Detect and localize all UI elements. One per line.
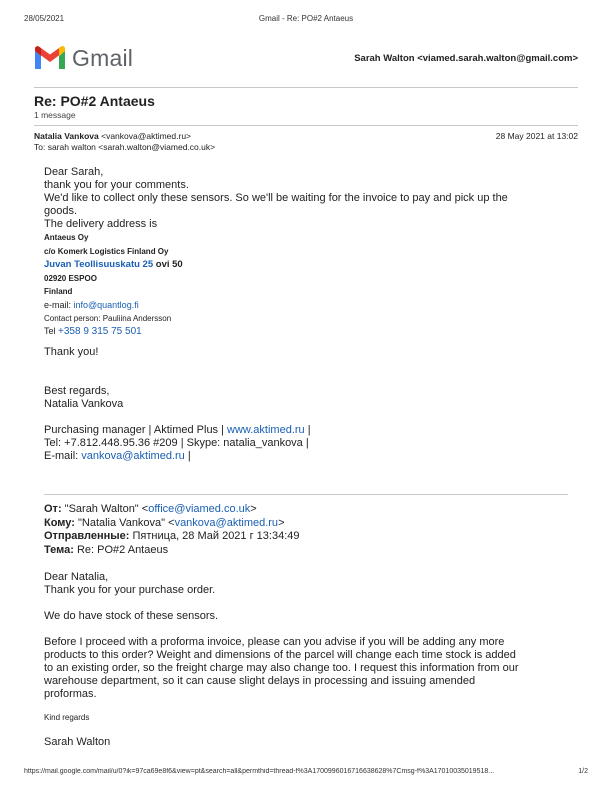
website-link[interactable]: www.aktimed.ru [227,423,305,436]
address-street-suffix: ovi 50 [153,259,183,270]
address-company: Antaeus Oy [44,233,89,242]
quoted-line: Thank you for your purchase order. [44,584,216,596]
signature-line [44,424,564,437]
signature-line: Tel: +7.812.448.95.36 #209 | Skype: natalia_vankova | [44,436,309,449]
print-footer-url: https://mail.google.com/mail/u/0?ik=97ca69e8f6&view=pt&search=all&permthid=thread-f%3A1700996016716638628%7Cmsg-f%3A17010035019518... [24,768,495,775]
gmail-m-icon [34,45,66,71]
tel-line [44,325,564,338]
email-link[interactable]: info@quantlog.fi [73,299,139,310]
sig-sep: | [184,449,191,462]
signature-line [44,450,564,463]
body-line: thank you for your comments. [44,179,189,191]
email-label: e-mail: [44,299,74,310]
sig-email-label: E-mail: [44,449,82,462]
message-recipient: To: sarah walton <sarah.walton@viamed.co.uk> [34,142,216,152]
quoted-greeting: Dear Natalia, [44,571,109,583]
quote-divider [44,494,568,495]
from-end: > [250,503,257,515]
print-date: 28/05/2021 [24,14,65,23]
quoted-paragraph: products to this order? Weight and dimensions of the parcel will change each time stock is added [44,649,516,661]
to-link[interactable]: vankova@aktimed.ru [174,516,279,529]
quoted-sent [44,530,564,544]
body-line: The delivery address is [44,218,158,230]
thanks-line: Thank you! [44,345,99,358]
sig-email-link[interactable]: vankova@aktimed.ru [81,449,185,462]
to-name: "Natalia Vankova" < [74,516,175,529]
print-title: Gmail - Re: PO#2 Antaeus [258,14,354,23]
divider [34,125,578,126]
to-label: Кому: [44,516,75,529]
thread-subject: Re: PO#2 Antaeus [34,93,155,109]
regards-line: Best regards, [44,384,110,397]
body-line: goods. [44,205,78,217]
quoted-signature: Sarah Walton [44,736,111,748]
from-label: От: [44,503,62,515]
address-city: 02920 ESPOO [44,273,97,283]
message-count: 1 message [34,110,76,120]
sent-value: Пятница, 28 Май 2021 г 13:34:49 [129,530,300,542]
quoted-paragraph: proformas. [44,688,97,700]
page-number: 1/2 [578,768,588,775]
sig-title: Purchasing manager | Aktimed Plus | [44,423,228,436]
quoted-from [44,503,564,517]
message-sender [34,131,191,141]
body-line: We'd like to collect only these sensors. So we'll be waiting for the invoice to pay and pick up the [44,192,508,204]
address-co: c/o Komerk Logistics Finland Oy [44,246,169,256]
subject-label: Тема: [44,543,74,556]
greeting: Dear Sarah, [44,166,104,178]
signature-name: Natalia Vankova [44,397,124,410]
address-email [44,299,564,312]
quoted-paragraph: to an existing order, so the freight charge may also change too. I request this information from our [44,662,519,674]
divider [34,87,578,88]
sender-email: <vankova@aktimed.ru> [101,131,192,141]
quoted-paragraph: Before I proceed with a proforma invoice, please can you advise if you will be adding any more [44,636,505,648]
quoted-line: We do have stock of these sensors. [44,610,219,622]
to-end: > [278,516,285,529]
quoted-paragraph: warehouse department, so it can cause slight delays in processing and issuing amended [44,675,476,687]
quoted-kind-regards: Kind regards [44,713,90,722]
quoted-body [44,571,564,749]
address-country: Finland [44,287,73,296]
quoted-to [44,517,564,531]
tel-label: Tel [44,325,59,336]
from-link[interactable]: office@viamed.co.uk [148,503,251,515]
gmail-wordmark: Gmail [72,45,134,71]
sig-sep: | [304,423,311,436]
from-name: "Sarah Walton" < [61,503,149,515]
tel-link[interactable]: +358 9 315 75 501 [58,325,142,337]
message-date: 28 May 2021 at 13:02 [495,131,578,141]
subject-value: Re: PO#2 Antaeus [73,543,169,556]
address-street-link[interactable]: Juvan Teollisuuskatu 25 [44,259,154,270]
quoted-headers [44,503,564,557]
sent-label: Отправленные: [44,530,130,542]
quoted-subject [44,544,564,558]
account-label: Sarah Walton <viamed.sarah.walton@gmail.com> [354,53,578,64]
address-street [44,258,564,272]
gmail-logo [34,44,134,72]
contact-person: Contact person: Pauliina Andersson [44,313,172,323]
sender-name: Natalia Vankova [34,131,99,141]
message-body [44,166,564,463]
